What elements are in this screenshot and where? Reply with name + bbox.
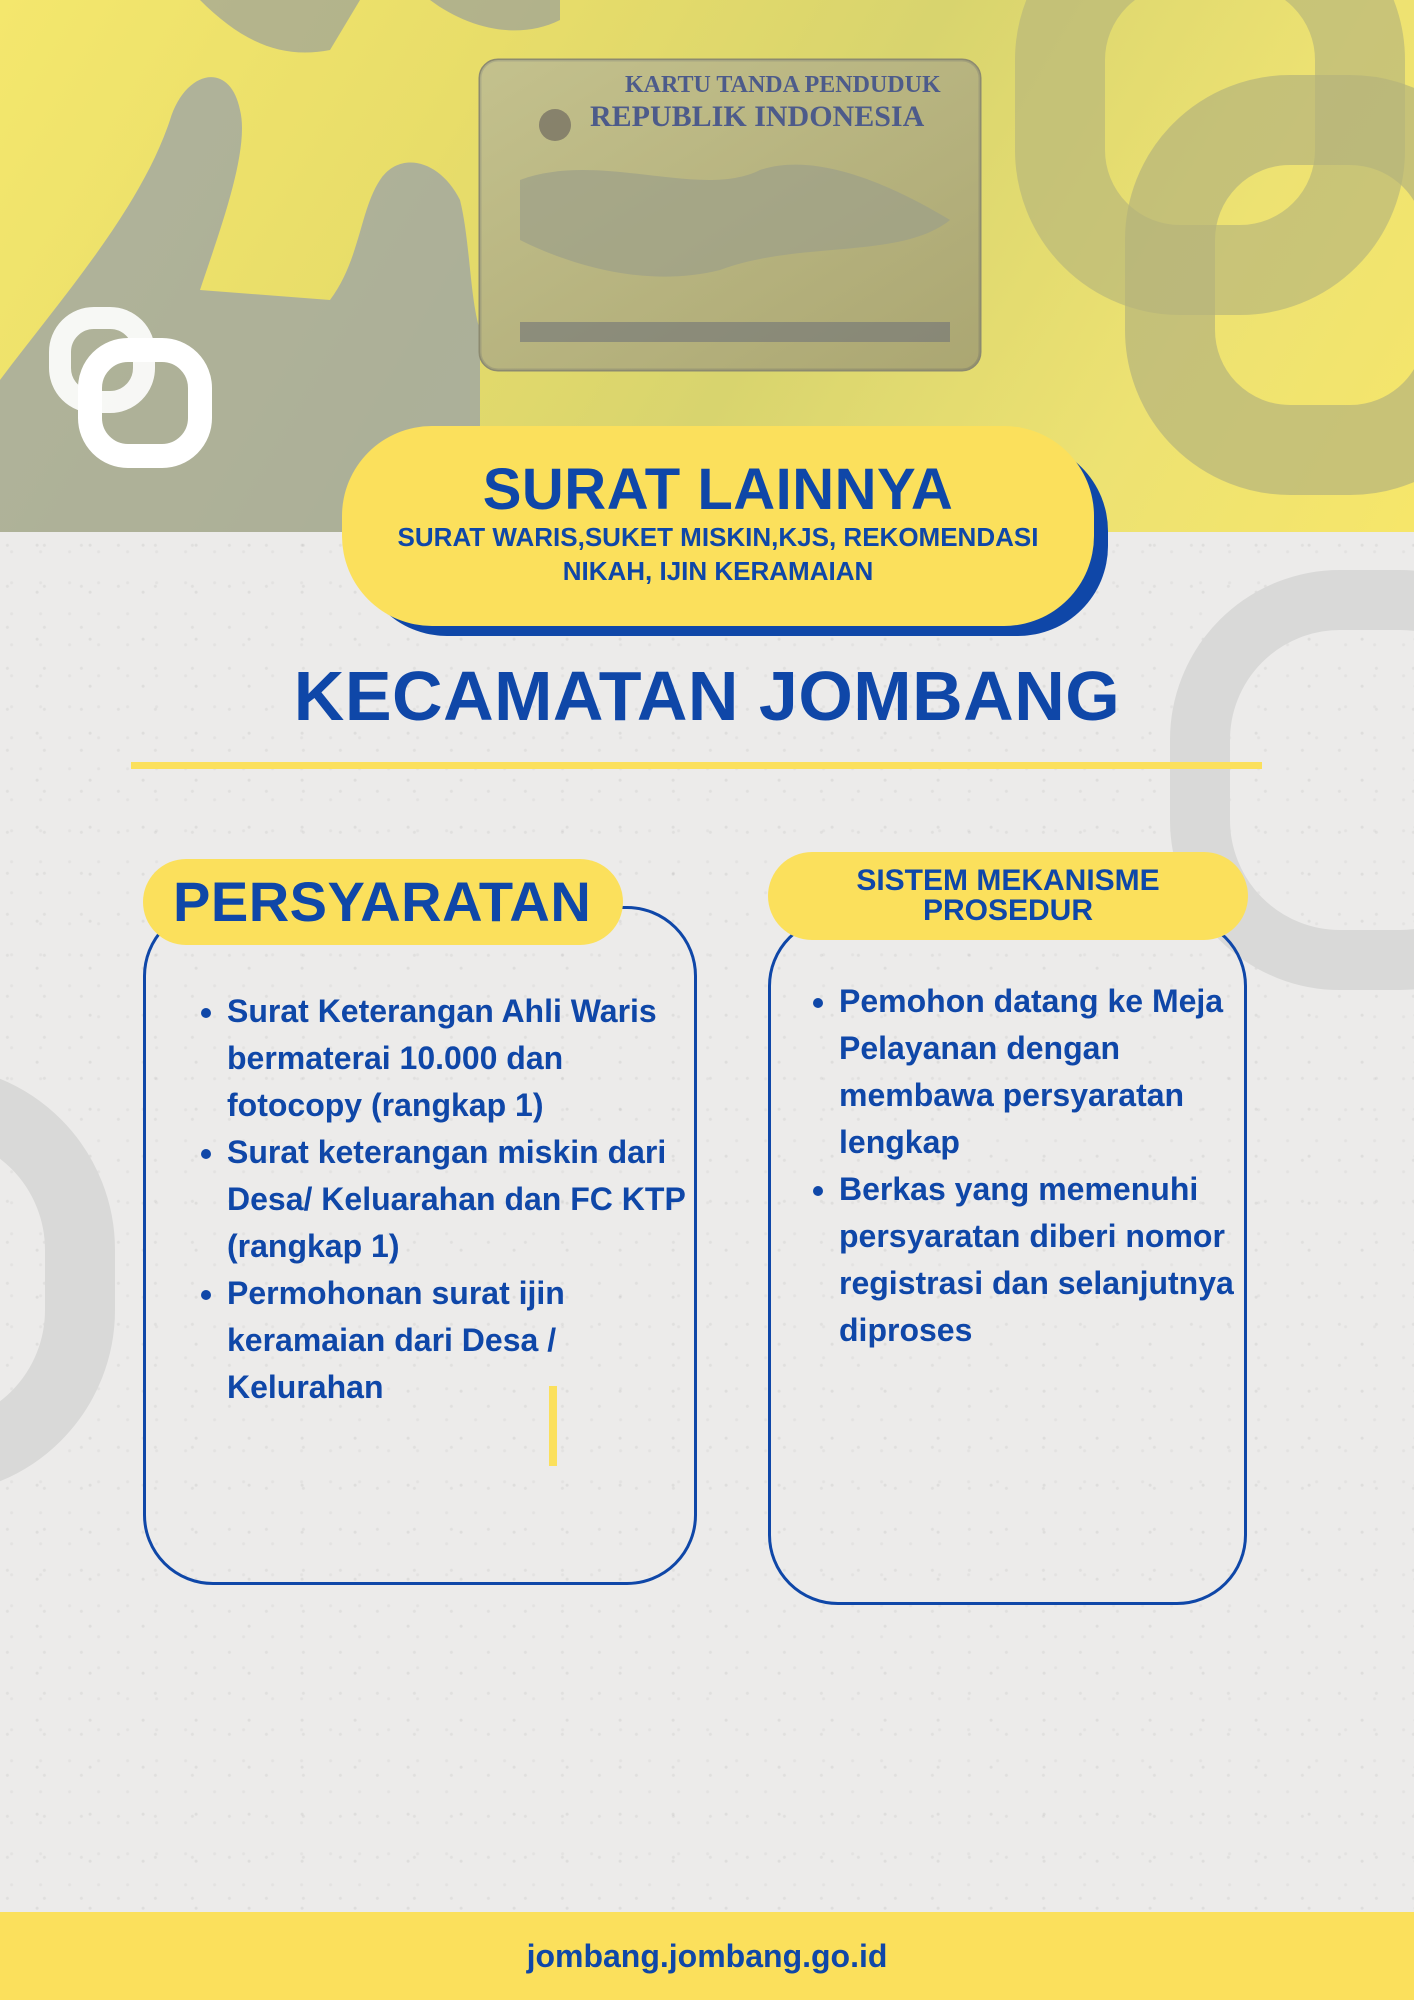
card-barcode: [520, 322, 950, 342]
title-banner: [342, 426, 1094, 626]
requirements-list: [197, 988, 707, 1411]
accent-bar: [549, 1386, 557, 1466]
list-item: • Permohonan surat ijin keramaian dari Desa / Kelurahan: [227, 1270, 707, 1411]
title-divider: [131, 762, 1262, 769]
requirements-title: PERSYARATAN: [143, 859, 623, 945]
footer-bar: [0, 1912, 1414, 2000]
list-item: • Pemohon datang ke Meja Pelayanan dengan membawa persyaratan lengkap: [839, 978, 1259, 1166]
page-title: KECAMATAN JOMBANG: [293, 657, 1121, 735]
procedure-title-line2: PROSEDUR: [922, 894, 1094, 927]
finger-shape: [200, 0, 360, 53]
procedure-title-line1: SISTEM MEKANISME: [856, 864, 1160, 897]
list-item: • Surat keterangan miskin dari Desa/ Keluarahan dan FC KTP (rangkap 1): [227, 1129, 707, 1270]
garuda-emblem: [539, 109, 571, 141]
list-item: • Berkas yang memenuhi persyaratan diberi nomor registrasi dan selanjutnya diproses: [839, 1166, 1259, 1354]
list-item: • Surat Keterangan Ahli Waris bermaterai 10.000 dan fotocopy (rangkap 1): [227, 988, 707, 1129]
procedure-list: [809, 978, 1259, 1354]
banner-subtitle: SURAT WARIS,SUKET MISKIN,KJS, REKOMENDASI NIKAH, IJIN KERAMAIAN: [397, 522, 1039, 586]
left-ring-shape: [0, 1100, 80, 1460]
footer-link[interactable]: jombang.jombang.go.id: [526, 1938, 888, 1974]
banner-title: SURAT LAINNYA: [482, 457, 954, 522]
id-card: [480, 60, 980, 370]
procedure-title: [768, 852, 1248, 940]
card-line2: REPUBLIK INDONESIA: [590, 100, 925, 133]
card-line1: KARTU TANDA PENDUDUK: [625, 72, 941, 98]
thumb-shape: [430, 0, 560, 30]
